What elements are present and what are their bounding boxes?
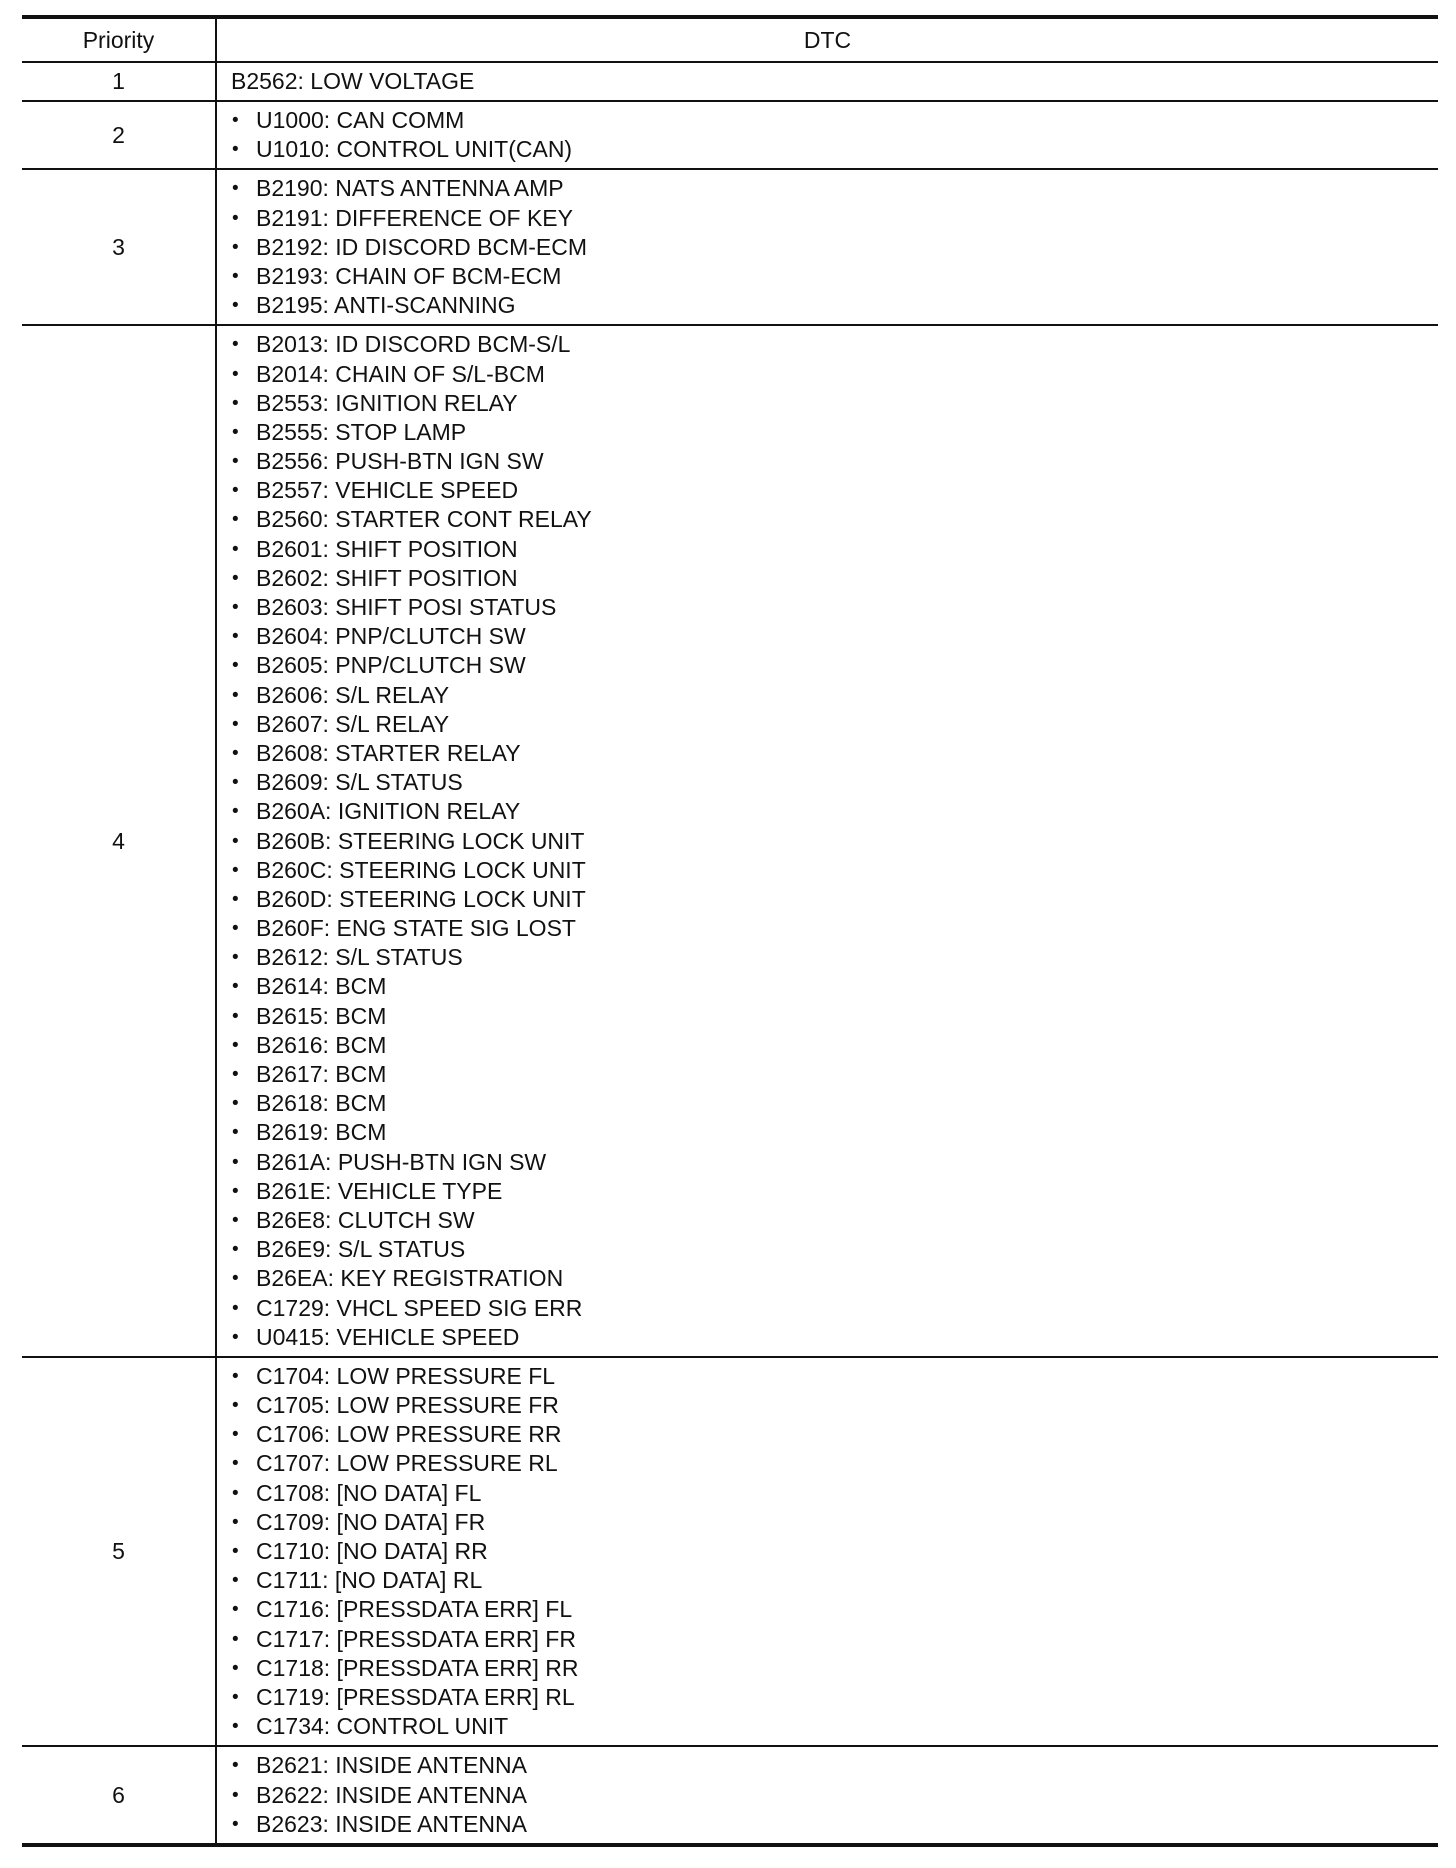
dtc-list-item: • C1734: CONTROL UNIT — [231, 1712, 1438, 1741]
dtc-cell — [216, 169, 1438, 325]
dtc-list-item: • B260B: STEERING LOCK UNIT — [231, 827, 1438, 856]
dtc-cell — [216, 1357, 1438, 1746]
priority-cell: 2 — [22, 101, 216, 169]
dtc-list-item: • B261A: PUSH-BTN IGN SW — [231, 1148, 1438, 1177]
dtc-list-item: • B2560: STARTER CONT RELAY — [231, 505, 1438, 534]
dtc-list-item: • B26E8: CLUTCH SW — [231, 1206, 1438, 1235]
dtc-list-item: • U0415: VEHICLE SPEED — [231, 1323, 1438, 1352]
dtc-column-header: DTC — [216, 17, 1438, 62]
dtc-list-item: • B2013: ID DISCORD BCM-S/L — [231, 330, 1438, 359]
table-row — [22, 169, 1438, 325]
dtc-list-item: • B2603: SHIFT POSI STATUS — [231, 593, 1438, 622]
dtc-list-item: • U1000: CAN COMM — [231, 106, 1438, 135]
dtc-list-item: • C1719: [PRESSDATA ERR] RL — [231, 1683, 1438, 1712]
dtc-list-item: • B2614: BCM — [231, 972, 1438, 1001]
dtc-list-item: • B2192: ID DISCORD BCM-ECM — [231, 233, 1438, 262]
priority-cell: 6 — [22, 1746, 216, 1845]
dtc-list-item: • C1716: [PRESSDATA ERR] FL — [231, 1595, 1438, 1624]
priority-cell: 5 — [22, 1357, 216, 1746]
table-header-row — [22, 17, 1438, 62]
dtc-list-item: • B260F: ENG STATE SIG LOST — [231, 914, 1438, 943]
dtc-list-item: • B2190: NATS ANTENNA AMP — [231, 174, 1438, 203]
dtc-list-item: • B2191: DIFFERENCE OF KEY — [231, 204, 1438, 233]
dtc-list-item: • B2618: BCM — [231, 1089, 1438, 1118]
priority-column-header: Priority — [22, 17, 216, 62]
dtc-list-item: • B2609: S/L STATUS — [231, 768, 1438, 797]
dtc-entry: B2562: LOW VOLTAGE — [231, 68, 475, 94]
dtc-list-item: • B2606: S/L RELAY — [231, 681, 1438, 710]
dtc-cell — [216, 101, 1438, 169]
dtc-list-item: • C1711: [NO DATA] RL — [231, 1566, 1438, 1595]
dtc-list-item: • B2193: CHAIN OF BCM-ECM — [231, 262, 1438, 291]
dtc-list-item: • B261E: VEHICLE TYPE — [231, 1177, 1438, 1206]
dtc-list-item: • C1709: [NO DATA] FR — [231, 1508, 1438, 1537]
dtc-list-item: • B2601: SHIFT POSITION — [231, 535, 1438, 564]
dtc-list-item: • B2602: SHIFT POSITION — [231, 564, 1438, 593]
dtc-cell — [216, 62, 1438, 101]
dtc-list-item: • C1729: VHCL SPEED SIG ERR — [231, 1294, 1438, 1323]
dtc-list-item: • C1704: LOW PRESSURE FL — [231, 1362, 1438, 1391]
dtc-priority-table — [22, 15, 1438, 1847]
dtc-list-item: • B26E9: S/L STATUS — [231, 1235, 1438, 1264]
table-row — [22, 1746, 1438, 1845]
dtc-list-item: • B2553: IGNITION RELAY — [231, 389, 1438, 418]
dtc-list-item: • B2605: PNP/CLUTCH SW — [231, 651, 1438, 680]
dtc-list-item: • B260C: STEERING LOCK UNIT — [231, 856, 1438, 885]
priority-cell: 4 — [22, 325, 216, 1357]
dtc-cell — [216, 1746, 1438, 1845]
priority-cell: 1 — [22, 62, 216, 101]
dtc-list — [231, 1751, 1438, 1839]
table-row — [22, 1357, 1438, 1746]
dtc-list-item: • B2014: CHAIN OF S/L-BCM — [231, 360, 1438, 389]
dtc-list-item: • B2622: INSIDE ANTENNA — [231, 1781, 1438, 1810]
table-row — [22, 62, 1438, 101]
dtc-list-item: • B2621: INSIDE ANTENNA — [231, 1751, 1438, 1780]
dtc-cell — [216, 325, 1438, 1357]
dtc-list-item: • B260D: STEERING LOCK UNIT — [231, 885, 1438, 914]
dtc-list-item: • B2615: BCM — [231, 1002, 1438, 1031]
dtc-list-item: • B2555: STOP LAMP — [231, 418, 1438, 447]
dtc-list-item: • B26EA: KEY REGISTRATION — [231, 1264, 1438, 1293]
dtc-list-item: • B2604: PNP/CLUTCH SW — [231, 622, 1438, 651]
dtc-list-item: • B2623: INSIDE ANTENNA — [231, 1810, 1438, 1839]
dtc-list — [231, 330, 1438, 1352]
priority-cell: 3 — [22, 169, 216, 325]
dtc-list — [231, 174, 1438, 320]
table-row — [22, 325, 1438, 1357]
dtc-list-item: • C1710: [NO DATA] RR — [231, 1537, 1438, 1566]
dtc-list — [231, 106, 1438, 164]
dtc-list-item: • B2612: S/L STATUS — [231, 943, 1438, 972]
table-body — [22, 62, 1438, 1845]
dtc-list-item: • C1717: [PRESSDATA ERR] FR — [231, 1625, 1438, 1654]
dtc-list-item: • B260A: IGNITION RELAY — [231, 797, 1438, 826]
dtc-list-item: • C1718: [PRESSDATA ERR] RR — [231, 1654, 1438, 1683]
dtc-list — [231, 1362, 1438, 1741]
table-row — [22, 101, 1438, 169]
dtc-list-item: • B2557: VEHICLE SPEED — [231, 476, 1438, 505]
dtc-list-item: • B2195: ANTI-SCANNING — [231, 291, 1438, 320]
dtc-list-item: • U1010: CONTROL UNIT(CAN) — [231, 135, 1438, 164]
dtc-list-item: • B2619: BCM — [231, 1118, 1438, 1147]
dtc-list-item: • B2616: BCM — [231, 1031, 1438, 1060]
dtc-list-item: • B2617: BCM — [231, 1060, 1438, 1089]
dtc-list-item: • B2607: S/L RELAY — [231, 710, 1438, 739]
dtc-list-item: • B2608: STARTER RELAY — [231, 739, 1438, 768]
dtc-list-item: • C1708: [NO DATA] FL — [231, 1479, 1438, 1508]
dtc-list-item: • C1706: LOW PRESSURE RR — [231, 1420, 1438, 1449]
dtc-list-item: • C1705: LOW PRESSURE FR — [231, 1391, 1438, 1420]
dtc-list-item: • B2556: PUSH-BTN IGN SW — [231, 447, 1438, 476]
dtc-list-item: • C1707: LOW PRESSURE RL — [231, 1449, 1438, 1478]
